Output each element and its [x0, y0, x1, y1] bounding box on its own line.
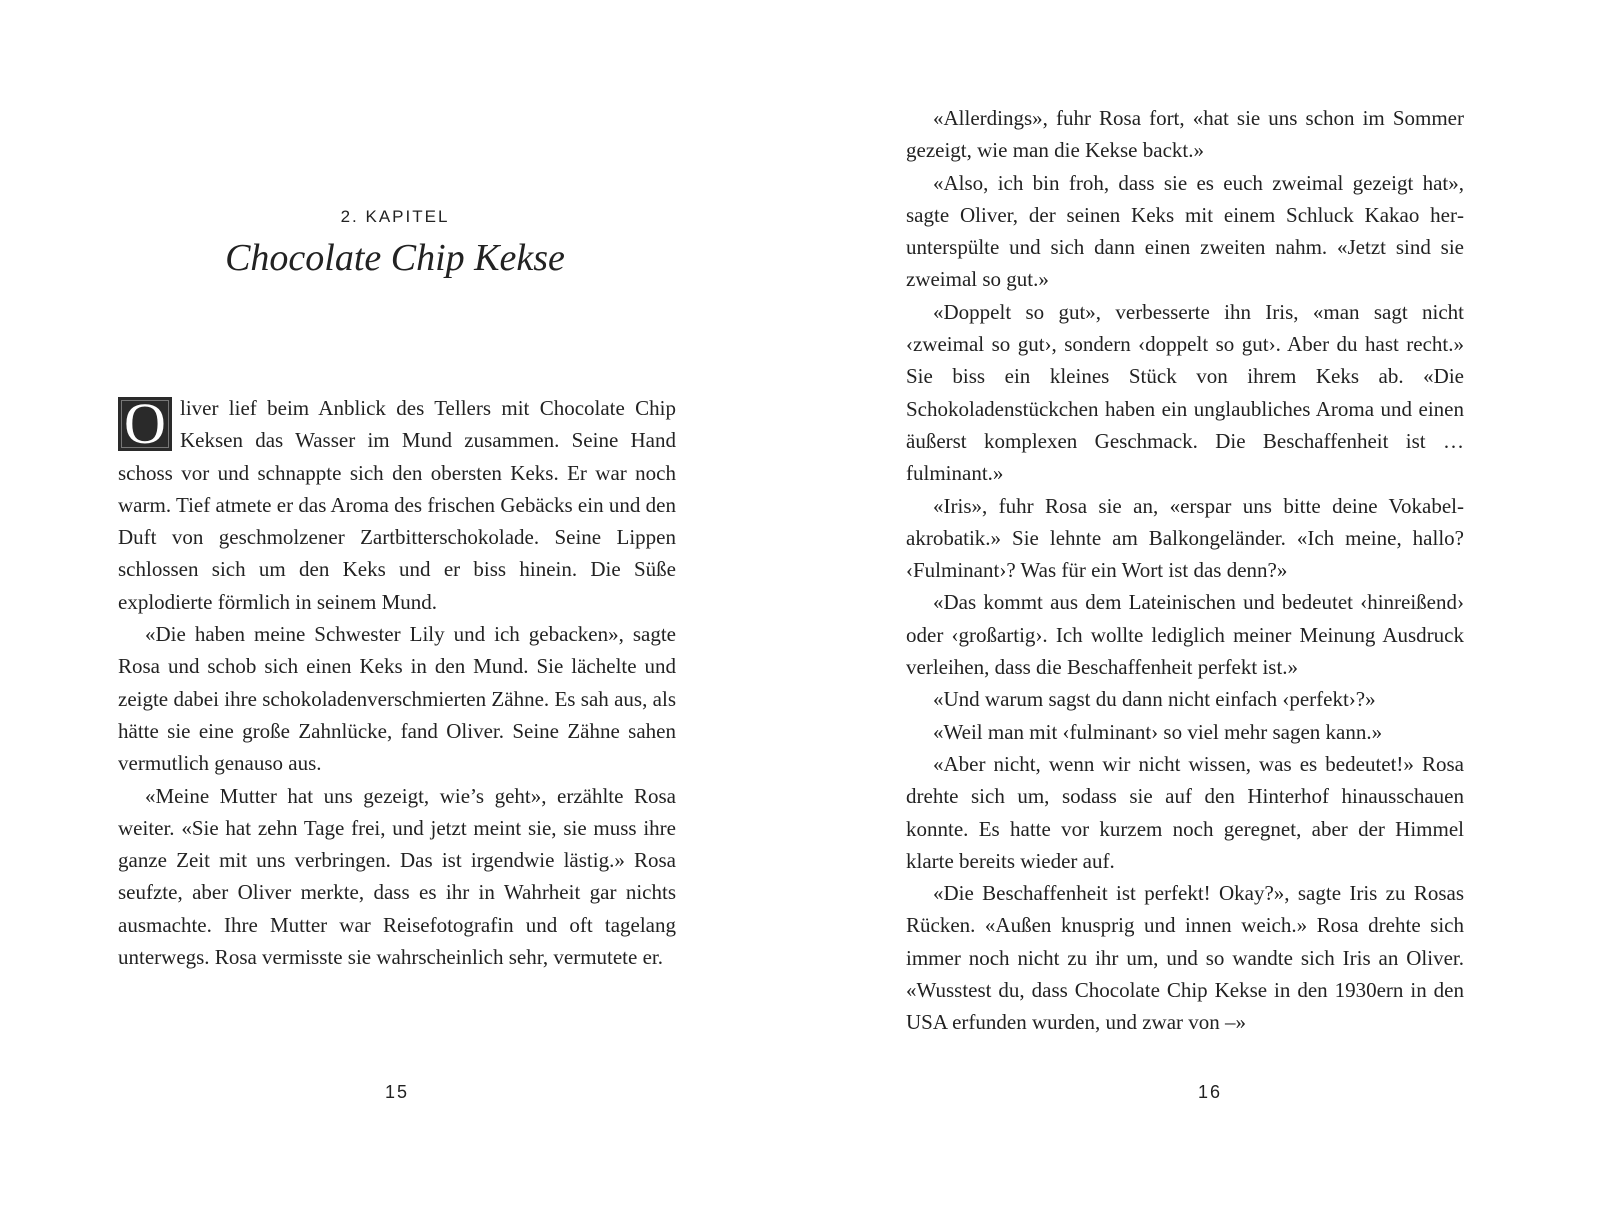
page-number: 16 [1198, 1082, 1223, 1102]
paragraph: «Die haben meine Schwester Lily und ich gebacken», sagte Rosa und schob sich einen Keks in den Mund. Sie lächelte und zeigte dabei ihre schokoladenverschmierten Zähne. Es sah aus, als hätte sie eine große Zahnlücke, fand Oliver. Seine Zähne sahen vermutlich genauso aus. [118, 622, 676, 776]
paragraph: «Iris», fuhr Rosa sie an, «erspar uns bitte deine Vokabelakrobatik.» Sie lehnte am Balkongeländer. «Ich meine, hallo? ‹Fulminant›? Was für ein Wort ist das denn?» [906, 493, 1464, 583]
paragraph: «Und warum sagst du dann nicht einfach ‹perfekt›?» [933, 687, 1376, 712]
drop-cap-letter: O [124, 391, 166, 456]
paragraph: «Meine Mutter hat uns gezeigt, wie’s geht», erzählte Rosa weiter. «Sie hat zehn Tage frei, und jetzt meint sie, sie muss ihre ganze Zeit mit uns verbringen. Das ist irgendwie lästig.» Rosa seufzte, aber Oliver merkte, dass es ihr in Wahrheit gar nichts ausmachte. Ihre Mutter war Reisefotografin und oft tagelang unterwegs. Rosa vermisste sie wahrscheinlich sehr, vermutete er. [118, 783, 676, 970]
first-paragraph-text: liver lief beim Anblick des Tellers mit Chocolate Chip Keksen das Wasser im Mund zusammen. Seine Hand schoss vor und schnappte sich den obersten Keks. Er war noch warm. Tief atmete er das Aroma des frischen Gebäcks ein und den Duft von geschmolzener Zartbitterschokolade. Seine Lippen schlossen sich um den Keks und er biss hinein. Die Süße explodierte förmlich in seinem Mund. [118, 396, 676, 614]
paragraph: «Also, ich bin froh, dass sie es euch zweimal gezeigt hat», sagte Oliver, der seinen Keks mit einem Schluck Kakao herunterspülte und sich dann einen zweiten nahm. «Jetzt sind sie zweimal so gut.» [906, 170, 1464, 292]
paragraph: «Doppelt so gut», verbesserte ihn Iris, «man sagt nicht ‹zweimal so gut›, sondern ‹doppelt so gut›. Aber du hast recht.» Sie biss ein kleines Stück von ihrem Keks ab. «Die Schokoladenstückchen haben ein unglaubliches Aroma und einen äußerst komplexen Geschmack. Die Beschaffenheit ist … fulminant.» [906, 299, 1464, 486]
paragraph: «Weil man mit ‹fulminant› so viel mehr sagen kann.» [933, 719, 1383, 744]
page-number: 15 [385, 1082, 410, 1102]
paragraph: «Das kommt aus dem Lateinischen und bedeutet ‹hinreißend› oder ‹großartig›. Ich wollte lediglich meiner Meinung Ausdruck verleihen, dass die Beschaffenheit perfekt ist.» [906, 590, 1464, 680]
drop-cap [118, 391, 172, 456]
right-page [800, 0, 1600, 1229]
first-paragraph [118, 392, 676, 618]
paragraph: «Aber nicht, wenn wir nicht wissen, was es bedeutet!» Rosa drehte sich um, sodass sie auf den Hinterhof hinausschauen konnte. Es hatte vor kurzem noch geregnet, aber der Himmel klarte bereits wieder auf. [906, 751, 1464, 873]
paragraph: «Die Beschaffenheit ist perfekt! Okay?», sagte Iris zu Rosas Rücken. «Außen knusprig und innen weich.» Rosa drehte sich immer noch nicht zu ihr um, und so wandte sich Iris an Oliver. «Wusstest du, dass Chocolate Chip Kekse in den 1930ern in den USA erfunden wurden, und zwar von –» [906, 881, 1464, 1035]
chapter-label: 2. KAPITEL [340, 207, 450, 226]
right-page-text [906, 102, 1464, 1039]
paragraph: «Allerdings», fuhr Rosa fort, «hat sie uns schon im Sommer gezeigt, wie man die Kekse backt.» [906, 106, 1464, 163]
chapter-title: Chocolate Chip Kekse [225, 237, 565, 279]
left-page-text [118, 392, 676, 973]
